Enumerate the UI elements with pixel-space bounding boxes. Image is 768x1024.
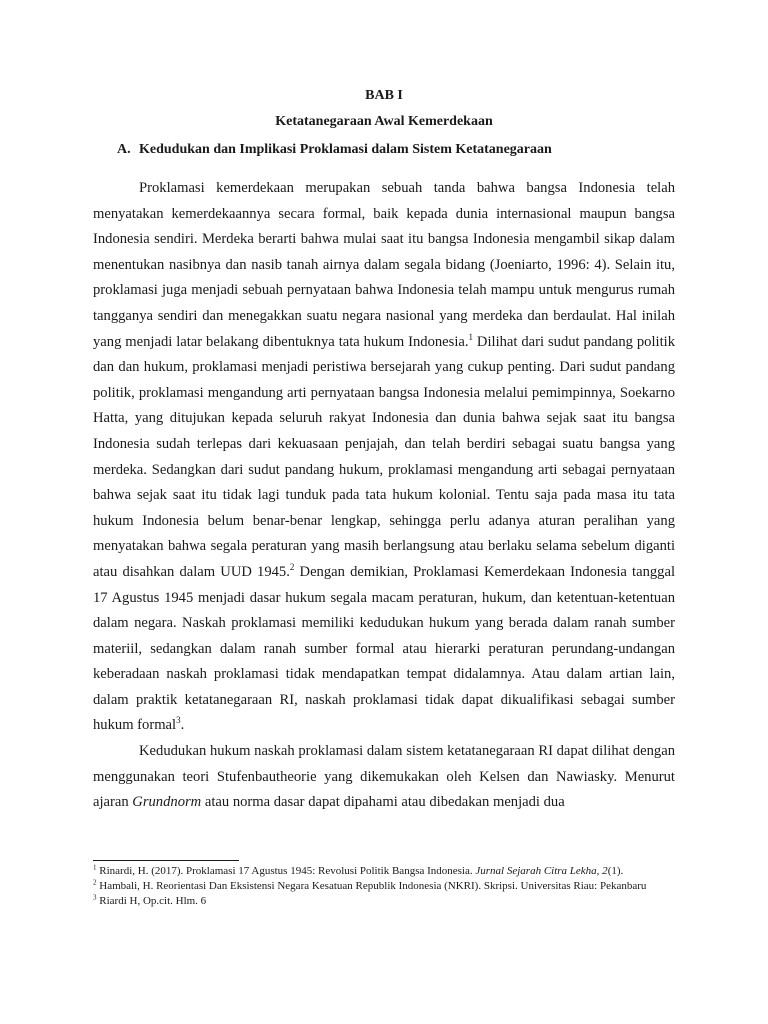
footnote-ref-3[interactable]: 3: [176, 715, 181, 726]
footnote-1-issue: (1).: [607, 865, 624, 877]
section-number: A.: [117, 142, 131, 157]
footnotes: [93, 864, 675, 908]
paragraph-1-text-c: Dengan demikian, Proklamasi Kemerdekaan Indonesia tanggal 17 Agustus 1945 menjadi dasar hukum segala macam peraturan, hukum, dan ketentuan-ketentuan dalam negara. Naskah proklamasi memiliki kedudukan hukum yang berada dalam ranah sumber materiil, sedangkan dalam ranah sumber formal atau hierarki peraturan perundang-undangan keberadaan naskah proklamasi tidak mendapatkan tempat didalamnya. Atau dalam artian lain, dalam praktik ketatanegaraan RI, naskah proklamasi tidak dapat dikualifikasi sebagai sumber hukum formal: [93, 563, 675, 734]
document-page: [93, 86, 675, 816]
footnote-1-journal: Jurnal Sejarah Citra Lekha, 2: [475, 865, 608, 877]
footnote-ref-1[interactable]: 1: [468, 331, 474, 342]
body-paragraph-1: [93, 176, 675, 739]
footnote-2-number: 2: [93, 878, 97, 887]
footnote-ref-2[interactable]: 2: [289, 562, 295, 573]
footnote-3: [93, 894, 675, 909]
paragraph-2-italic: Grundnorm: [132, 794, 202, 811]
paragraph-2-text-a: Kedudukan hukum naskah proklamasi dalam sistem ketatanegaraan RI dapat dilihat dengan menggunakan teori Stufenbautheorie yang dikemukakan oleh Kelsen dan Nawiasky. Menurut ajaran: [93, 743, 675, 811]
footnote-1-number: 1: [93, 863, 97, 872]
footnote-2: [93, 879, 675, 894]
footnote-1-text: Rinardi, H. (2017). Proklamasi 17 Agustus 1945: Revolusi Politik Bangsa Indonesia.: [96, 865, 476, 877]
paragraph-2-text-b: atau norma dasar dapat dipahami atau dibedakan menjadi dua: [201, 794, 565, 811]
paragraph-1-text-a: Proklamasi kemerdekaan merupakan sebuah tanda bahwa bangsa Indonesia telah menyatakan kemerdekaannya secara formal, baik kepada dunia internasional maupun bangsa Indonesia sendiri. Merdeka berarti bahwa mulai saat itu bangsa Indonesia mengambil sikap dalam menentukan nasibnya dan nasib tanah airnya dalam segala bidang (Joeniarto, 1996: 4). Selain itu, proklamasi juga menjadi sebuah pernyataan bahwa Indonesia telah mampu untuk mengurus rumah tangganya sendiri dan menegakkan suatu negara nasional yang merdeka dan berdaulat. Hal inilah yang menjadi latar belakang dibentuknya tata hukum Indonesia.: [93, 180, 675, 350]
footnote-3-text: Riardi H, Op.cit. Hlm. 6: [96, 894, 207, 907]
footnote-divider: [93, 860, 239, 861]
footnote-1: [93, 864, 675, 879]
paragraph-1-text-d: .: [180, 717, 185, 734]
footnote-2-text: Hambali, H. Reorientasi Dan Eksistensi Negara Kesatuan Republik Indonesia (NKRI). Skripsi. Universitas Riau: Pekanbaru: [96, 879, 647, 892]
section-title: Kedudukan dan Implikasi Proklamasi dalam Sistem Ketatanegaraan: [139, 142, 552, 157]
body-paragraph-2: [93, 739, 675, 816]
footnote-3-number: 3: [93, 892, 97, 901]
paragraph-1-text-b: Dilihat dari sudut pandang politik dan dan hukum, proklamasi menjadi peristiwa bersejarah yang cukup penting. Dari sudut pandang politik, proklamasi mengandung arti pernyataan bangsa Indonesia melalui pemimpinnya, Soekarno Hatta, yang ditujukan kepada seluruh rakyat Indonesia dan dunia bahwa sejak saat itu bangsa Indonesia sudah terlepas dari kekuasaan penjajah, dan telah berdiri sebagai suatu bangsa yang merdeka. Sedangkan dari sudut pandang hukum, proklamasi mengandung arti sebagai pernyataan bahwa sejak saat itu tidak lagi tunduk pada tata hukum kolonial. Tentu saja pada masa itu tata hukum Indonesia belum benar-benar lengkap, sehingga perlu adanya aturan peralihan yang menyatakan bahwa segala peraturan yang masih berlangsung atau berlaku selama sebelum diganti atau disahkan dalam UUD 1945.: [93, 333, 675, 580]
section-heading: [117, 140, 675, 160]
chapter-subtitle: Ketatanegaraan Awal Kemerdekaan: [275, 114, 493, 129]
chapter-title: BAB I: [365, 88, 403, 103]
